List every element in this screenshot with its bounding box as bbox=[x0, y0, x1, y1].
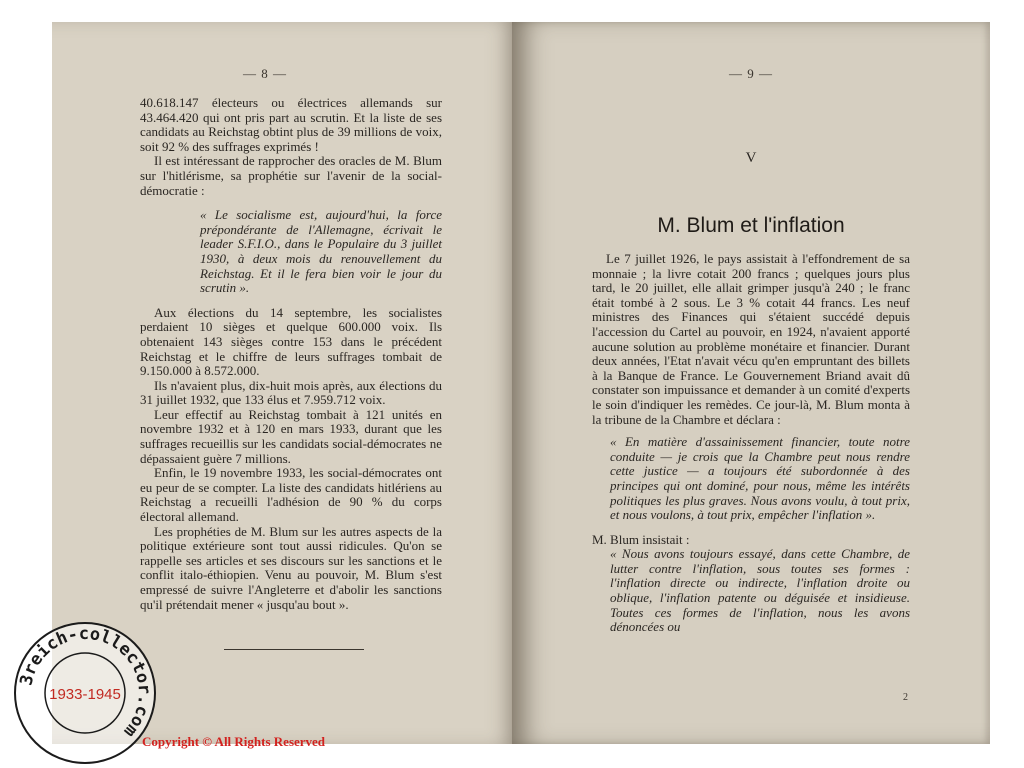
paragraph: Les prophéties de M. Blum sur les autres aspects de la politique extérieure sont tout aussi ridicules. Qu'on se rappelle ses articles et ses discours sur les sanctions et le conflit italo-éthiopien. Venu au pouvoir, M. Blum s'est empressé de suivre l'Angleterre et d'abolir les sanctions qu'il prétendait mener « jusqu'au bout ». bbox=[140, 523, 442, 612]
page-number-9: — 9 — bbox=[729, 66, 773, 81]
paragraph: Ils n'avaient plus, dix-huit mois après, aux élections du 31 juillet 1932, que 133 élus et 7.959.712 voix. bbox=[140, 377, 442, 408]
chapter-title: M. Blum et l'inflation bbox=[657, 214, 845, 237]
stamp-years: 1933-1945 bbox=[49, 686, 121, 703]
right-page-body bbox=[592, 252, 910, 643]
left-page-body bbox=[140, 96, 442, 612]
blum-quote-insist: « Nous avons toujours essayé, dans cette Chambre, de lutter contre l'inflation, sous toutes ses formes : l'inflation directe ou indirecte, l'inflation droite ou oblique, l'inflation patente ou déguisée et insidieuse. Toutes ces formes de l'inflation, nous les avons dénoncées ou bbox=[610, 546, 910, 635]
open-booklet bbox=[52, 22, 990, 744]
page-number-8: — 8 — bbox=[243, 66, 287, 81]
paragraph: Il est intéressant de rapprocher des oracles de M. Blum sur l'hitlérisme, sa prophétie sur l'avenir de la social-démocratie : bbox=[140, 153, 442, 198]
stamp-text: 3reich-collector.com bbox=[16, 623, 155, 741]
paragraph: 40.618.147 électeurs ou électrices allemands sur 43.464.420 qui ont pris part au scrutin. Et la liste de ses candidats au Reichstag obtint plus de 39 millions de voix, soit 92 % des suffrages exprimés ! bbox=[140, 95, 442, 154]
insist-line: M. Blum insistait : bbox=[592, 531, 690, 547]
paragraph: Le 7 juillet 1926, le pays assistait à l'effondrement de sa monnaie ; la livre cotait 200 francs ; quelques jours plus tard, le 20 juillet, elle allait grimper jusqu'à 240 ; le franc était tombé à 2 sous. Le 3 % cotait 44 francs. Les neuf ministres des Finances qui s'étaient succédé depuis l'accession du Cartel au pouvoir, en 1924, n'avaient apporté aucune solution au problème monétaire et financier. Durant deux années, l'Etat n'avait vécu qu'en empruntant des billets à la Banque de France. Le Gouvernement Briand avait dû constater son impuissance et demander à un comité d'experts le soin d'indiquer les remèdes. Ce jour-là, M. Blum monta à la tribune de la Chambre et déclara : bbox=[592, 251, 910, 427]
blum-quote-1930: « Le socialisme est, aujourd'hui, la force prépondérante de l'Allemagne, écrivait le leader S.F.I.O., dans le Populaire du 3 juillet 1930, à deux mois du renouvellement du Reichstag. Et il le fera bien voir le jour du scrutin ». bbox=[200, 207, 442, 296]
paragraph: Enfin, le 19 novembre 1933, les social-démocrates ont eu peur de se compter. La liste des candidats hitlériens au Reichstag a recueilli l'adhésion de 90 % du corps électoral allemand. bbox=[140, 465, 442, 525]
signature-mark: 2 bbox=[903, 692, 908, 703]
paragraph: Leur effectif au Reichstag tombait à 121 unités en novembre 1932 et à 120 en mars 1933, durant que les suffrages recueillis sur les candidats social-démocrates ne dépassaient guère 7 millions. bbox=[140, 406, 442, 466]
blum-quote-inflation: « En matière d'assainissement financier, toute notre conduite — je crois que la Chambre peut nous rendre cette justice — a toujours été subordonnée à des principes qui ont dominé, pour nous, même les intérêts politiques les plus graves. Nous avons voulu, à tout prix, et nous voulons, à tout prix, empêcher l'inflation ». bbox=[610, 434, 910, 523]
right-page bbox=[512, 22, 990, 744]
paragraph: Aux élections du 14 septembre, les socialistes perdaient 10 sièges et quelque 600.000 voix. Ils obtenaient 143 sièges contre 153 dans le précédent Reichstag et le chiffre de leurs suffrages tombait de 9.150.000 à 8.572.000. bbox=[140, 304, 442, 379]
section-number: V bbox=[745, 150, 757, 166]
end-rule bbox=[224, 649, 364, 650]
collector-stamp-watermark bbox=[12, 620, 158, 766]
copyright-notice: Copyright © All Rights Reserved bbox=[142, 734, 326, 749]
